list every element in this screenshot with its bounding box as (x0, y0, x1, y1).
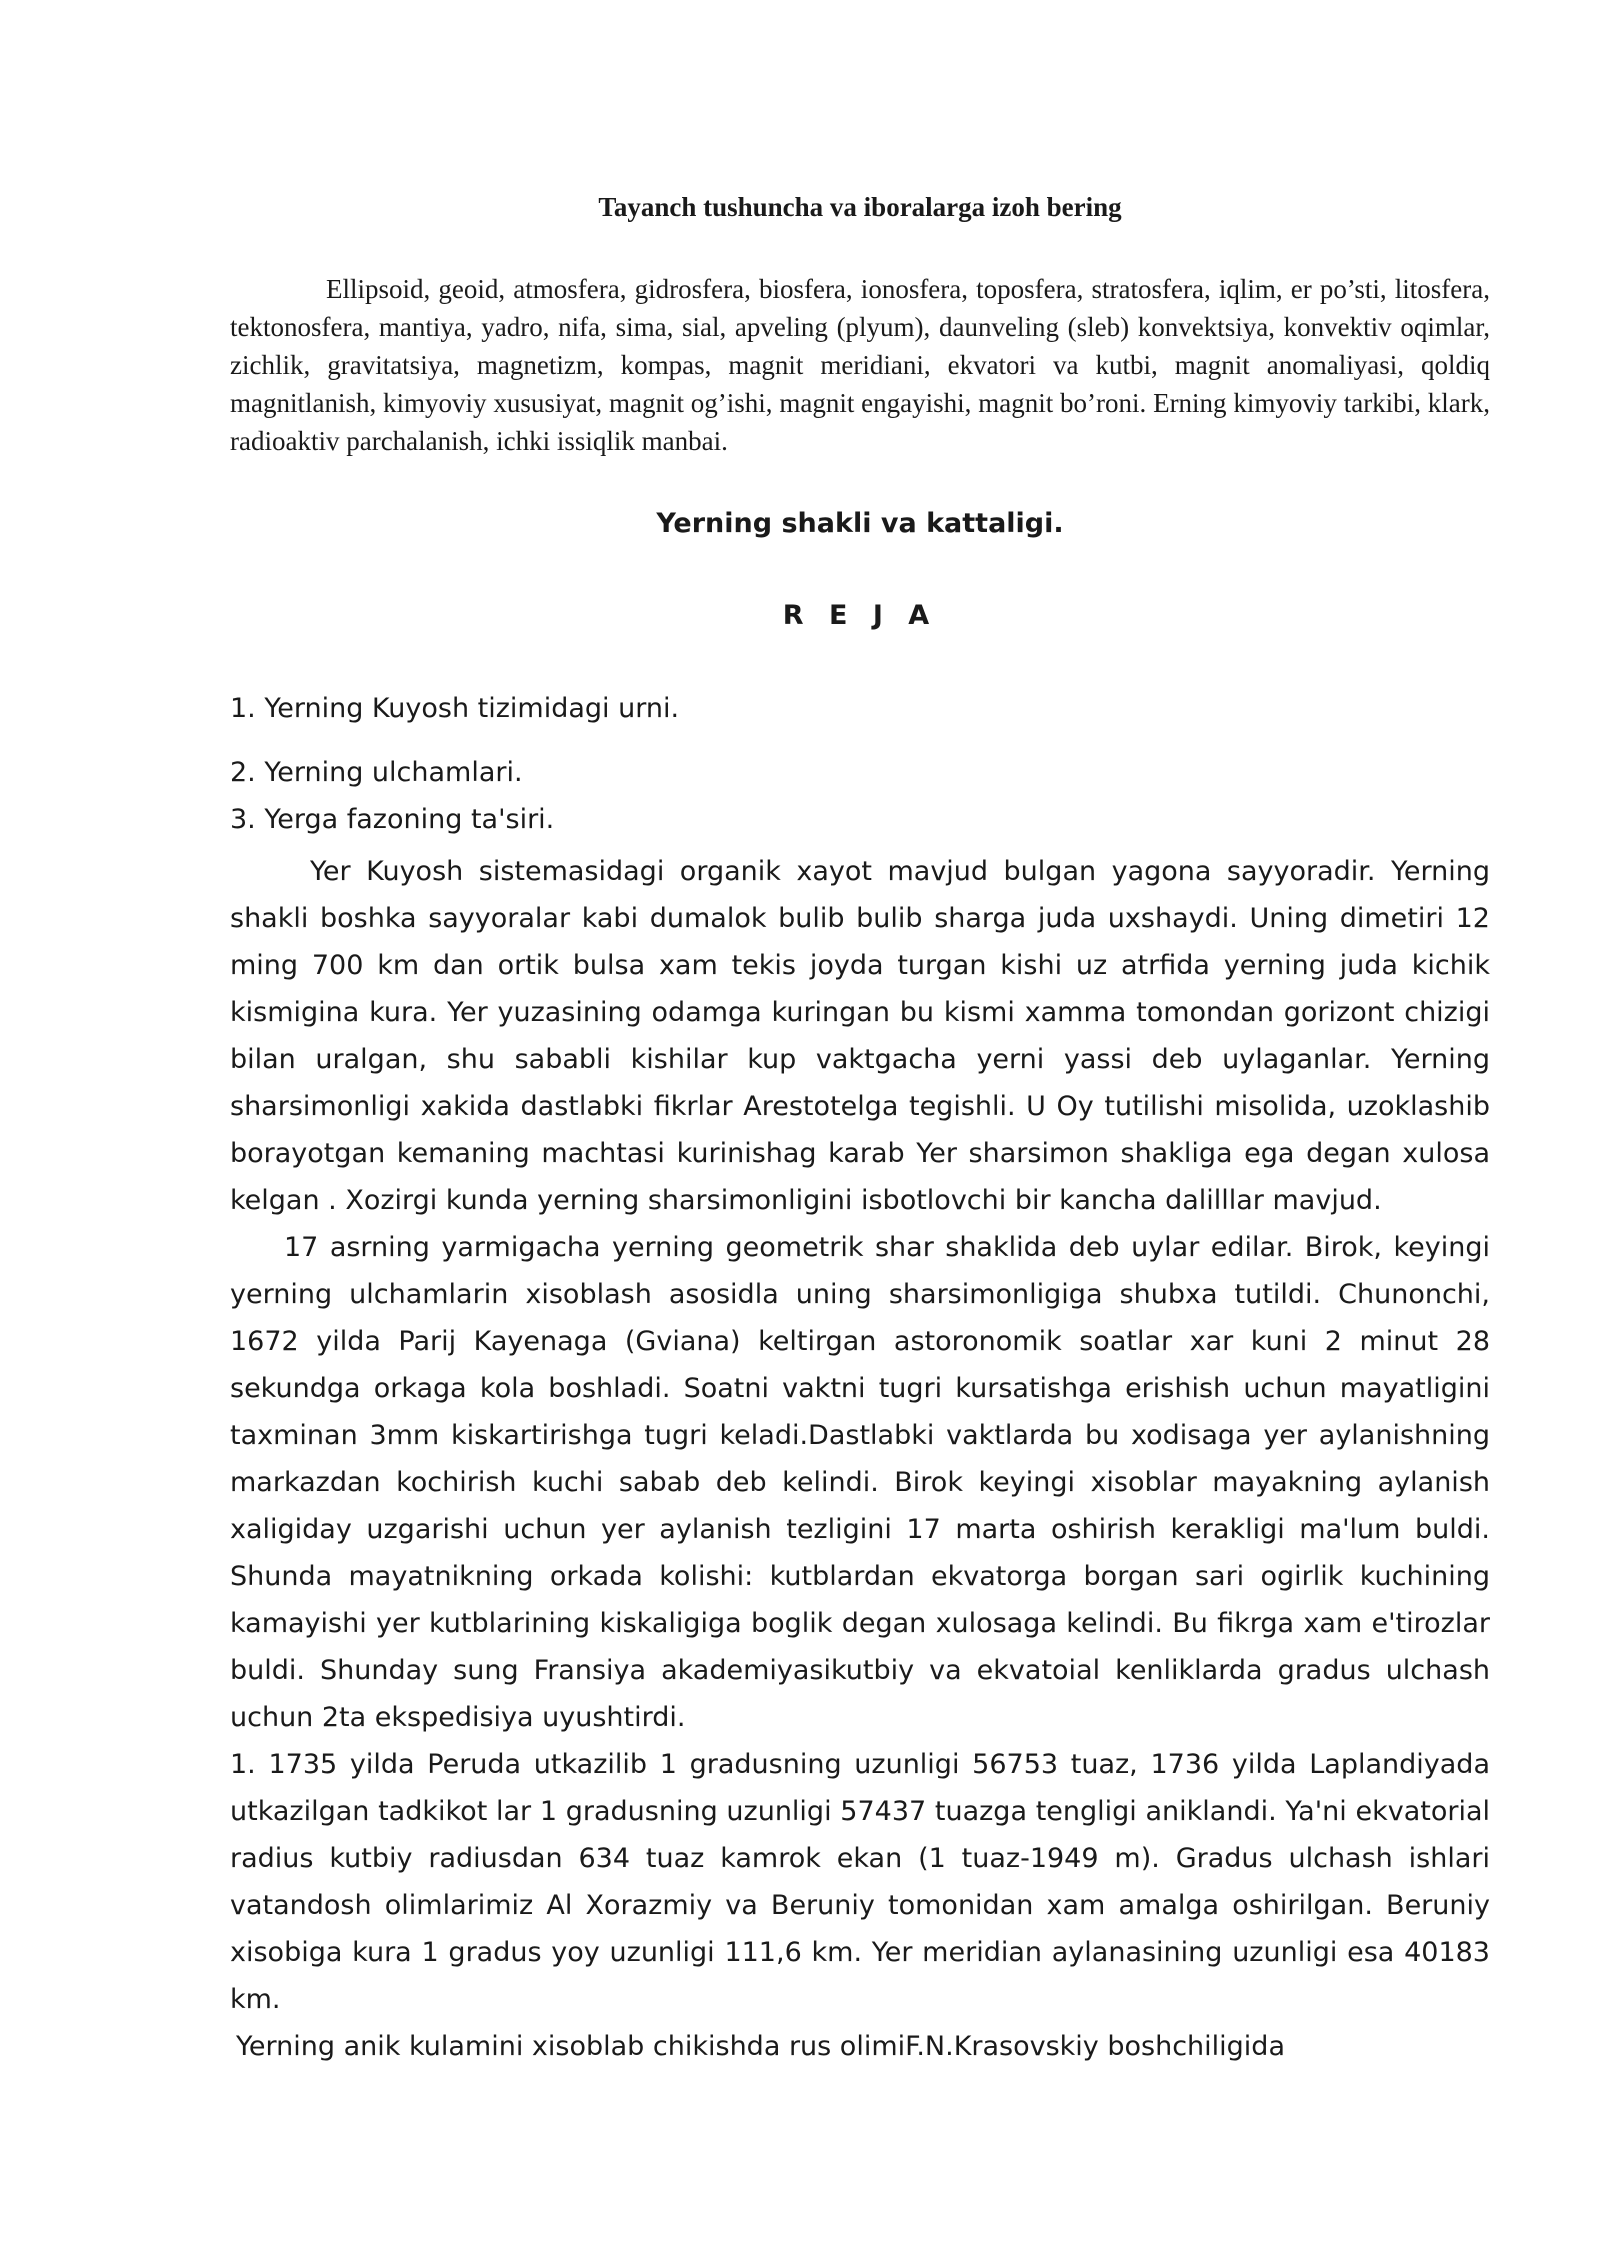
body-paragraph: Yerning anik kulamini xisoblab chikishda rus olimiF.N.Krasovskiy boshchiligida (236, 2031, 1285, 2062)
body-paragraph: 1. 1735 yilda Peruda utkazilib 1 gradusning uzunligi 56753 tuaz, 1736 yilda Laplandiyada utkazilgan tadkikot lar 1 gradusning uzunligi 57437 tuazga tengligi aniklandi. Ya'ni ekvatorial radius kutbiy radiusdan 634 tuaz kamrok ekan (1 tuaz-1949 m). Gradus ulchash ishlari vatandosh olimlarimiz Al Xorazmiy va Beruniy tomonidan xam amalga oshirilgan. Beruniy xisobiga kura 1 gradus yoy uzunligi 111,6 km. Yer meridian aylanasining uzunligi esa 40183 km. (230, 1749, 1490, 2015)
terms-heading: Tayanch tushuncha va iboralarga izoh bering (598, 192, 1122, 222)
body-paragraph: Yer Kuyosh sistemasidagi organik xayot mavjud bulgan yagona sayyoradir. Yerning shakli boshka sayyoralar kabi dumalok bulib bulib sharga juda uxshaydi. Uning dimetiri 12 ming 700 km dan ortik bulsa xam tekis joyda turgan kishi uz atrfida yerning juda kichik kismigina kura. Yer yuzasining odamga kuringan bu kismi xamma tomondan gorizont chizigi bilan uralgan, shu sababli kishilar kup vaktgacha yerni yassi deb uylaganlar. Yerning sharsimonligi xakida dastlabki fikrlar Arestotelga tegishli. U Oy tutilishi misolida, uzoklashib borayotgan kemaning machtasi kurinishag karab Yer sharsimon shakliga ega degan xulosa kelgan . Xozirgi kunda yerning sharsimonligini isbotlovchi bir kancha dalilllar mavjud. (230, 856, 1490, 1216)
plan-heading: R E J A (782, 600, 938, 631)
main-text (230, 848, 1490, 2070)
topic-heading: Yerning shakli va kattaligi. (656, 508, 1064, 539)
body-paragraph: 17 asrning yarmigacha yerning geometrik shar shaklida deb uylar edilar. Birok, keyingi yerning ulchamlarin xisoblash asosidla uning sharsimonligiga shubxa tutildi. Chunonchi, 1672 yilda Parij Kayenaga (Gviana) keltirgan astoronomik soatlar xar kuni 2 minut 28 sekundga orkaga kola boshladi. Soatni vaktni tugri kursatishga erishish uchun mayatligini taxminan 3mm kiskartirishga tugri keladi.Dastlabki vaktlarda bu xodisaga yer aylanishning markazdan kochirish kuchi sabab deb kelindi. Birok keyingi xisoblar mayakning aylanish xaligiday uzgarishi uchun yer aylanish tezligini 17 marta oshirish kerakligi ma'lum buldi. Shunda mayatnikning orkada kolishi: kutblardan ekvatorga borgan sari ogirlik kuchining kamayishi yer kutblarining kiskaligiga boglik degan xulosaga kelindi. Bu fikrga xam e'tirozlar buldi. Shunday sung Fransiya akademiyasikutbiy va ekvatoial kenliklarda gradus ulchash uchun 2ta ekspedisiya uyushtirdi. (230, 1232, 1490, 1733)
terms-paragraph: Ellipsoid, geoid, atmosfera, gidrosfera, biosfera, ionosfera, toposfera, stratosfera, iqlim, er po’sti, litosfera, tektonosfera, mantiya, yadro, nifa, sima, sial, apveling (plyum), daunveling (sleb) konvektsiya, konvektiv oqimlar, zichlik, gravitatsiya, magnetizm, kompas, magnit meridiani, ekvatori va kutbi, magnit anomaliyasi, qoldiq magnitlanish, kimyoviy xususiyat, magnit og’ishi, magnit engayishi, magnit bo’roni. Erning kimyoviy tarkibi, klark, radioaktiv parchalanish, ichki issiqlik manbai. (230, 274, 1490, 456)
plan-item: 3. Yerga fazoning ta'siri. (230, 804, 555, 835)
plan-item: 2. Yerning ulchamlari. (230, 757, 523, 788)
plan-item: 1. Yerning Kuyosh tizimidagi urni. (230, 693, 680, 724)
